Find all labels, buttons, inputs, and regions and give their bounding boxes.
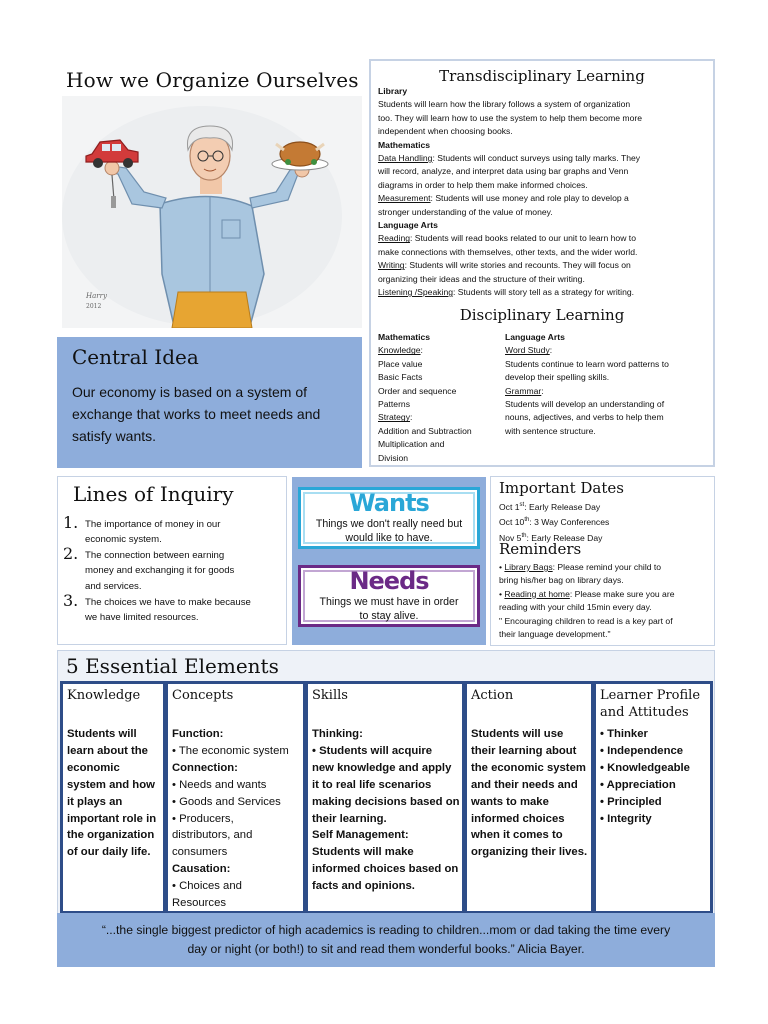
wants-word: Wants <box>349 489 429 517</box>
library-text: independent when choosing books. <box>378 126 513 137</box>
action-heading: Action <box>471 688 514 703</box>
grammar-text: Students will develop an understanding of <box>505 399 665 410</box>
concept-item: • Choices and <box>172 880 242 893</box>
reminder-line: bring his/her bag on library days. <box>499 575 624 586</box>
lines-of-inquiry-panel <box>57 476 287 645</box>
knowledge-line: the organization <box>67 829 155 842</box>
skills-line: their learning. <box>312 812 387 825</box>
action-line: and their needs and <box>471 778 578 791</box>
library-text: Students will learn how the library follows a system of organization <box>378 99 631 110</box>
profile-item: • Principled <box>600 795 662 808</box>
skills-line: it to real life scenarios <box>312 778 432 791</box>
concepts-text <box>172 726 301 912</box>
data-handling-text: : Students will conduct surveys using tally marks. They <box>432 153 641 164</box>
action-column <box>464 681 594 914</box>
action-line: organizing their lives. <box>471 846 588 859</box>
reading-label: Reading <box>378 233 411 244</box>
concept-item: • The economic system <box>172 744 289 757</box>
knowledge-text <box>67 726 161 861</box>
measurement-text: stronger understanding of the value of money. <box>378 206 553 217</box>
math-topic: Patterns <box>378 399 411 410</box>
reminder-line: " Encouraging children to read is a key part of <box>499 615 673 626</box>
knowledge-line: important role in <box>67 812 157 825</box>
needs-word: Needs <box>349 567 429 595</box>
inquiry-item <box>85 595 270 626</box>
listening-speaking-label: Listening /Speaking <box>378 287 454 298</box>
essential-elements-title: 5 Essential Elements <box>66 654 279 678</box>
profile-item: • Appreciation <box>600 778 676 791</box>
learner-profile-list <box>600 726 708 827</box>
reminder-item: • Library Bags: Please remind your child to <box>499 562 662 572</box>
profile-item: • Independence <box>600 744 684 757</box>
writing-text: : Students will write stories and recounts. They will focus on <box>404 260 631 271</box>
action-text <box>471 726 589 861</box>
skills-column <box>305 681 465 914</box>
transdisciplinary-content <box>378 85 712 300</box>
skills-heading: Skills <box>312 688 348 703</box>
important-dates-panel <box>490 476 715 646</box>
action-line: when it comes to <box>471 829 563 842</box>
learner-profile-heading-line: Learner Profile <box>600 688 701 703</box>
page-title: How we Organize Ourselves <box>66 68 359 92</box>
wants-card <box>298 487 480 549</box>
library-text: too. They will learn how to use the system to help them become more <box>378 112 642 123</box>
language-arts-label: Language Arts <box>378 220 438 231</box>
disciplinary-la-label: Language Arts <box>505 332 565 342</box>
inquiry-number: 2. <box>63 544 79 563</box>
reading-text: make connections with themselves, other texts, and the wider world. <box>378 246 638 257</box>
causation-label: Causation: <box>172 863 231 876</box>
learner-profile-column <box>593 681 713 914</box>
inquiry-line: we have limited resources. <box>85 612 199 624</box>
connection-label: Connection: <box>172 761 238 774</box>
profile-item: • Integrity <box>600 812 652 825</box>
math-strategy: Addition and Subtraction <box>378 425 472 436</box>
man-balancing-car-and-turkey-illustration <box>62 96 362 328</box>
reminder-item: • Reading at home: Please make sure you are <box>499 588 675 599</box>
quote-line: “...the single biggest predictor of high academics is reading to children...mom or dad taking the time every <box>101 923 671 937</box>
inquiry-line: money and exchanging it for goods <box>85 565 235 577</box>
action-line: wants to make <box>471 795 549 808</box>
svg-text:Harry: Harry <box>86 292 107 300</box>
essential-elements-panel <box>57 650 715 914</box>
word-study-label: Word Study <box>505 345 550 356</box>
grammar-text: with sentence structure. <box>505 425 596 436</box>
math-topic: Basic Facts <box>378 372 423 383</box>
profile-item: • Knowledgeable <box>600 761 690 774</box>
needs-card <box>298 565 480 627</box>
concept-item: Resources <box>172 897 226 910</box>
reminder-line: reading with your child 15min every day. <box>499 602 652 613</box>
date-item: Oct 1st: Early Release Day <box>499 501 601 512</box>
grammar-label: Grammar <box>505 385 542 396</box>
concepts-heading: Concepts <box>172 688 234 703</box>
action-line: informed choices <box>471 812 565 825</box>
data-handling-label: Data Handling <box>378 153 433 164</box>
action-line: Students will use <box>471 728 564 740</box>
knowledge-line: of our daily life. <box>67 846 151 859</box>
inquiry-number: 1. <box>63 513 79 532</box>
needs-definition-line: Things we must have in order <box>319 596 459 608</box>
reminders-title: Reminders <box>499 540 582 558</box>
concept-item: • Producers, <box>172 812 234 825</box>
math-strategy: Division <box>378 452 409 463</box>
measurement-text: : Students will use money and role play to develop a <box>430 193 629 204</box>
concepts-column <box>165 681 306 914</box>
central-idea-title: Central Idea <box>72 345 199 369</box>
inquiry-line: economic system. <box>85 534 162 546</box>
word-study-text: Students continue to learn word patterns to <box>505 358 669 369</box>
learner-profile-heading <box>600 687 700 721</box>
inquiry-line: The connection between earning <box>85 550 225 561</box>
transdisciplinary-heading: Transdisciplinary Learning <box>439 67 645 85</box>
needs-definition-line: to stay alive. <box>359 610 419 622</box>
skills-text <box>312 726 460 895</box>
wants-definition <box>307 517 471 545</box>
inquiry-line: and services. <box>85 580 142 592</box>
knowledge-label: Knowledge <box>378 345 421 356</box>
central-idea-panel <box>57 337 362 468</box>
word-study-text: develop their spelling skills. <box>505 372 610 383</box>
disciplinary-heading: Disciplinary Learning <box>459 306 625 324</box>
knowledge-line: economic <box>67 761 120 774</box>
reading-text: : Students will read books related to our unit to learn how to <box>410 233 636 244</box>
skills-line: • Students will acquire <box>312 744 433 757</box>
knowledge-line: system and how <box>67 778 155 791</box>
reminders-list <box>499 561 713 641</box>
disciplinary-math-column: Mathematics Knowledge: Place value Basic Facts Order and sequence Patterns Strategy: Addition and Subtraction Multiplication and Division <box>378 331 503 465</box>
wants-needs-panel <box>292 477 486 645</box>
inquiry-line: The importance of money in our <box>85 519 221 530</box>
knowledge-column <box>60 681 166 914</box>
skills-line: Students will make <box>312 846 414 859</box>
library-label: Library <box>378 86 408 96</box>
lines-of-inquiry-title: Lines of Inquiry <box>73 482 234 506</box>
skills-line: making decisions based on <box>312 795 460 808</box>
skills-line: new knowledge and apply <box>312 761 452 774</box>
important-dates-title: Important Dates <box>499 479 624 497</box>
date-item: Nov 5th: Early Release Day <box>499 532 603 543</box>
wants-definition-line: Things we don't really need but <box>315 518 463 530</box>
learner-profile-heading-line: and Attitudes <box>600 705 689 720</box>
mathematics-label: Mathematics <box>378 139 431 150</box>
concept-item: consumers <box>172 846 228 859</box>
wants-definition-line: would like to have. <box>345 532 433 544</box>
svg-text:2012: 2012 <box>86 303 102 310</box>
disciplinary-language-arts-column: Language Arts Word Study: Students continue to learn word patterns to develop their spelling skills. Grammar: Students will develop an understanding of nouns, adjectives, and verbs to help them with sentence structure. <box>505 331 713 438</box>
writing-label: Writing <box>378 260 405 271</box>
central-idea-text: Our economy is based on a system of exchange that works to meet needs and satisfy wants. <box>72 384 321 444</box>
quote-banner <box>57 913 715 967</box>
data-handling-text: diagrams in order to help them make informed choices. <box>378 179 588 190</box>
grammar-text: nouns, adjectives, and verbs to help them <box>505 412 664 423</box>
action-line: their learning about <box>471 744 577 757</box>
quote-line: day or night (or both!) to sit and read them wonderful books.” Alicia Bayer. <box>187 942 585 956</box>
math-topic: Place value <box>378 358 423 369</box>
knowledge-heading: Knowledge <box>67 688 141 703</box>
math-strategy: Multiplication and <box>378 439 445 450</box>
skills-line: informed choices based on <box>312 863 459 876</box>
date-item: Oct 10th: 3 Way Conferences <box>499 517 610 528</box>
concept-item: • Needs and wants <box>172 778 267 791</box>
reminder-line: their language development." <box>499 629 611 640</box>
listening-speaking-text: : Students will story tell as a strategy for writing. <box>453 287 635 298</box>
self-management-label: Self Management: <box>312 829 409 842</box>
concept-item: distributors, and <box>172 829 253 842</box>
data-handling-text: will record, analyze, and interpret data using bar graphs and Venn <box>378 166 629 177</box>
thinking-label: Thinking: <box>312 728 363 740</box>
skills-line: facts and opinions. <box>312 880 415 893</box>
needs-definition <box>307 595 471 623</box>
knowledge-line: it plays an <box>67 795 123 808</box>
inquiry-item <box>85 548 270 594</box>
writing-text: organizing their ideas and the structure of their writing. <box>378 273 585 284</box>
inquiry-number: 3. <box>63 591 79 610</box>
dates-list <box>499 499 711 545</box>
inquiry-line: The choices we have to make because <box>85 597 251 608</box>
inquiry-item <box>85 517 270 548</box>
knowledge-line: Students will <box>67 728 137 740</box>
concept-item: • Goods and Services <box>172 795 281 808</box>
profile-item: • Thinker <box>600 728 648 740</box>
disciplinary-math-label: Mathematics <box>378 332 431 342</box>
math-topic: Order and sequence <box>378 385 457 396</box>
measurement-label: Measurement <box>378 193 431 204</box>
strategy-label: Strategy <box>378 412 411 423</box>
knowledge-line: learn about the <box>67 744 148 757</box>
action-line: the economic system <box>471 761 586 774</box>
function-label: Function: <box>172 728 224 740</box>
transdisciplinary-learning-panel <box>369 59 715 467</box>
quote-text <box>65 921 707 959</box>
